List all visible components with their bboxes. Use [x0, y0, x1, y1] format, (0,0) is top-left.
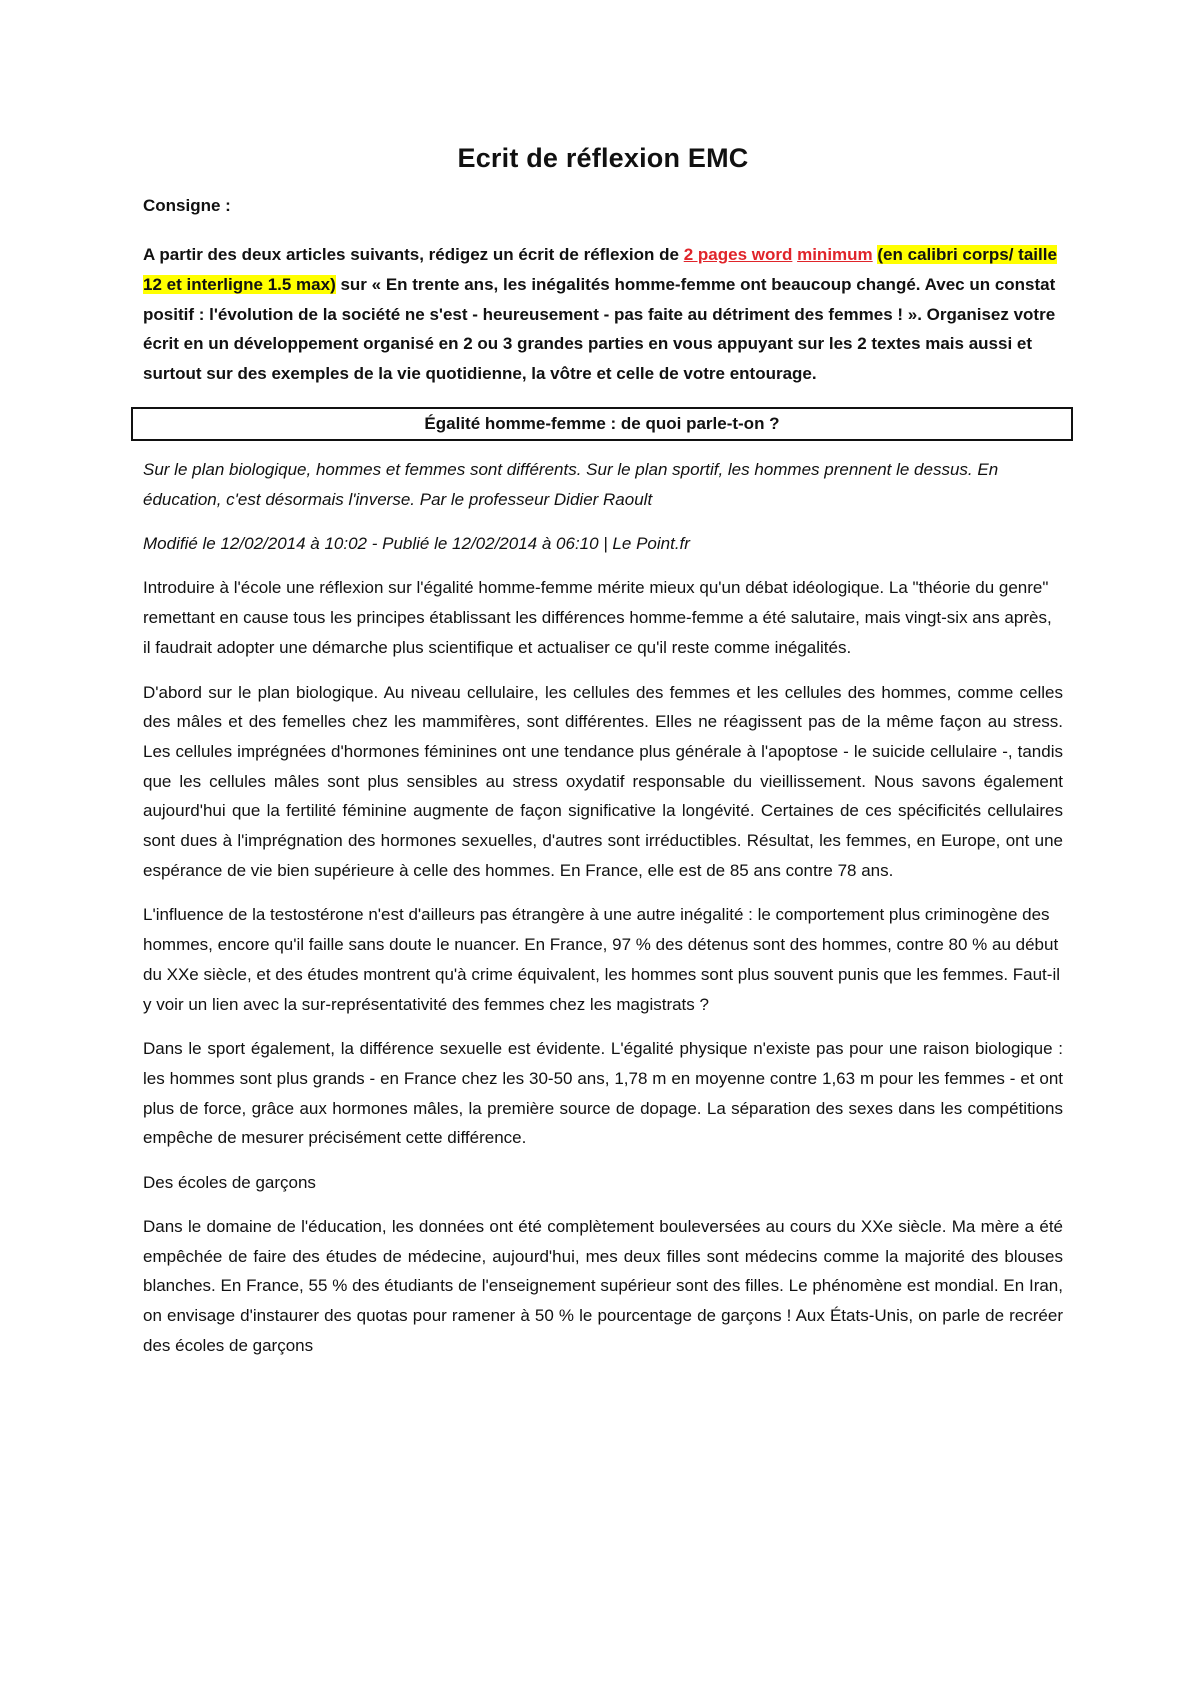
article-meta: Modifié le 12/02/2014 à 10:02 - Publié le 12/02/2014 à 06:10 | Le Point.fr [143, 534, 690, 554]
article-subheading: Des écoles de garçons [143, 1173, 316, 1193]
section-title-box: Égalité homme-femme : de quoi parle-t-on ? [131, 407, 1073, 441]
pages-word-requirement: 2 pages word [683, 245, 793, 264]
document-title: Ecrit de réflexion EMC [457, 143, 749, 173]
consigne-label: Consigne : [143, 196, 231, 215]
consigne-text-start: A partir des deux articles suivants, rédigez un écrit de réflexion de [143, 245, 684, 264]
document-body [143, 140, 1063, 1376]
article-paragraph-2: D'abord sur le plan biologique. Au niveau cellulaire, les cellules des femmes et les cellules des hommes, comme celles des mâles et des femelles chez les mammifères, sont différentes. Elles ne réagissent pas de la même façon au stress. Les cellules imprégnées d'hormones féminines ont une tendance plus générale à l'apoptose - le suicide cellulaire -, tandis que les cellules mâles sont plus sensibles au stress oxydatif responsable du vieillissement. Nous savons également aujourd'hui que la fertilité féminine augmente de façon significative la longévité. Certaines de ces spécificités cellulaires sont dues à l'imprégnation des hormones sexuelles, d'autres sont irréductibles. Résultat, les femmes, en Europe, ont une espérance de vie bien supérieure à celle des hommes. En France, elle est de 85 ans contre 78 ans. [143, 682, 1063, 880]
minimum-requirement: minimum [797, 245, 873, 264]
consigne-paragraph [143, 240, 1063, 389]
article-paragraph-1: Introduire à l'école une réflexion sur l'égalité homme-femme mérite mieux qu'un débat idéologique. La "théorie du genre" remettant en cause tous les principes établissant les différences homme-femme a été salutaire, mais vingt-six ans après, il faudrait adopter une démarche plus scientifique et actualiser ce qu'il reste comme inégalités. [143, 578, 1052, 657]
format-note-highlight: (en calibri corps/ taille 12 et interligne 1.5 max) [143, 245, 1057, 294]
article-lead: Sur le plan biologique, hommes et femmes sont différents. Sur le plan sportif, les hommes prennent le dessus. En éducation, c'est désormais l'inverse. Par le professeur Didier Raoult [143, 459, 999, 509]
article-paragraph-4: Dans le sport également, la différence sexuelle est évidente. L'égalité physique n'existe pas pour une raison biologique : les hommes sont plus grands - en France chez les 30-50 ans, 1,78 m en moyenne contre 1,63 m pour les femmes - et ont plus de force, grâce aux hormones mâles, la première source de dopage. La séparation des sexes dans les compétitions empêche de mesurer précisément cette différence. [143, 1039, 1063, 1148]
article-paragraph-5: Dans le domaine de l'éducation, les données ont été complètement bouleversées au cours du XXe siècle. Ma mère a été empêchée de faire des études de médecine, aujourd'hui, mes deux filles sont médecins comme la majorité des blouses blanches. En France, 55 % des étudiants de l'enseignement supérieur sont des filles. Le phénomène est mondial. En Iran, on envisage d'instaurer des quotas pour ramener à 50 % le pourcentage de garçons ! Aux États-Unis, on parle de recréer des écoles de garçons [143, 1217, 1063, 1355]
article-paragraph-3: L'influence de la testostérone n'est d'ailleurs pas étrangère à une autre inégalité : le comportement plus criminogène des hommes, encore qu'il faille sans doute le nuancer. En France, 97 % des détenus sont des hommes, contre 80 % au début du XXe siècle, et des études montrent qu'à crime équivalent, les hommes sont plus souvent punis que les femmes. Faut-il y voir un lien avec la sur-représentativité des femmes chez les magistrats ? [143, 905, 1060, 1014]
consigne-text-end: sur « En trente ans, les inégalités homme-femme ont beaucoup changé. Avec un constat positif : l'évolution de la société ne s'est - heureusement - pas faite au détriment des femmes ! ». Organisez votre écrit en un développement organisé en 2 ou 3 grandes parties en vous appuyant sur les 2 textes mais aussi et surtout sur des exemples de la vie quotidienne, la vôtre et celle de votre entourage. [143, 274, 1056, 384]
